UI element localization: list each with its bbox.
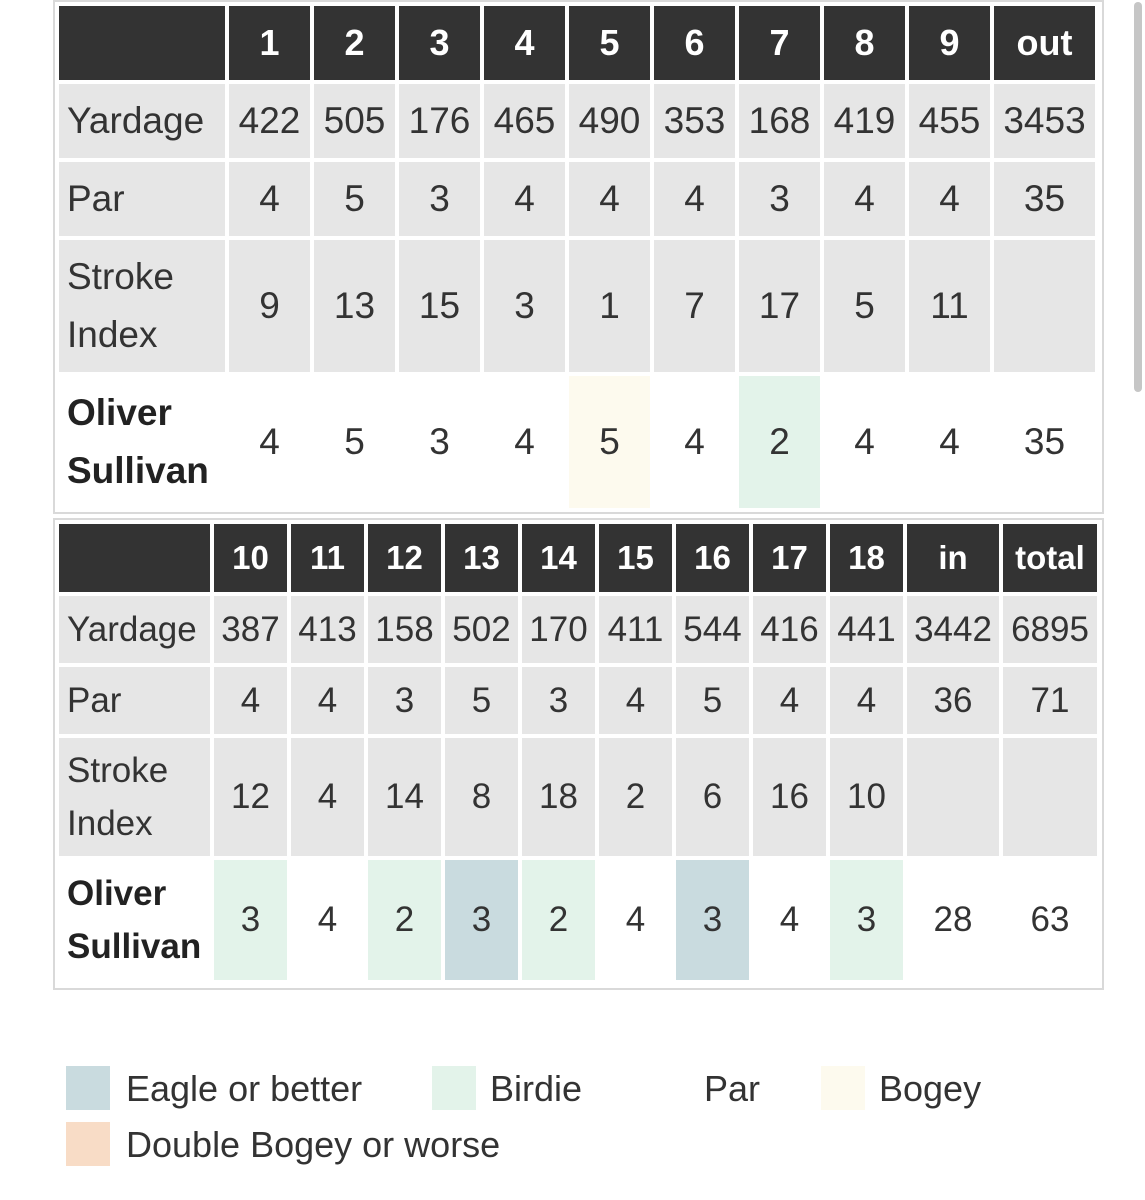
hole-5-header: 5 [569, 6, 650, 80]
par-cell: 4 [830, 667, 903, 734]
hole-18-header: 18 [830, 524, 903, 592]
par-in-cell: 36 [907, 667, 999, 734]
yardage-cell: 170 [522, 596, 595, 663]
score-cell: 4 [484, 376, 565, 508]
score-cell: 3 [214, 860, 287, 980]
par-cell: 5 [445, 667, 518, 734]
yardage-cell: 353 [654, 84, 735, 158]
stroke-index-cell: 3 [484, 240, 565, 372]
player-name: Oliver Sullivan [59, 860, 210, 980]
yardage-cell: 416 [753, 596, 826, 663]
hole-16-header: 16 [676, 524, 749, 592]
yardage-total-cell: 3453 [994, 84, 1095, 158]
stroke-index-cell: 13 [314, 240, 395, 372]
stroke-index-cell: 11 [909, 240, 990, 372]
yardage-cell: 441 [830, 596, 903, 663]
score-cell: 4 [824, 376, 905, 508]
score-cell: 2 [368, 860, 441, 980]
score-cell: 4 [291, 860, 364, 980]
back-yardage-row [59, 596, 1097, 663]
row-label: Yardage [59, 84, 225, 158]
in-header: in [907, 524, 999, 592]
hole-7-header: 7 [739, 6, 820, 80]
legend-swatch [649, 1066, 693, 1110]
yardage-cell: 505 [314, 84, 395, 158]
legend-swatch [66, 1066, 110, 1110]
par-cell: 5 [676, 667, 749, 734]
player-name: Oliver Sullivan [59, 376, 225, 508]
back-header-row [59, 524, 1097, 592]
legend-label: Bogey [879, 1068, 982, 1109]
par-cell: 4 [909, 162, 990, 236]
legend-swatch [821, 1066, 865, 1110]
par-total-cell: 35 [994, 162, 1095, 236]
stroke-index-cell: 14 [368, 738, 441, 856]
hole-6-header: 6 [654, 6, 735, 80]
hole-17-header: 17 [753, 524, 826, 592]
stroke-index-cell: 12 [214, 738, 287, 856]
front-nine-scorecard [53, 0, 1104, 514]
row-label: Stroke Index [59, 240, 225, 372]
score-legend [66, 1060, 1066, 1170]
front-par-row [59, 162, 1095, 236]
par-cell: 4 [654, 162, 735, 236]
total-score-cell: 63 [1003, 860, 1097, 980]
hole-8-header: 8 [824, 6, 905, 80]
back-nine-table [55, 520, 1101, 984]
stroke-index-cell: 4 [291, 738, 364, 856]
score-cell: 4 [753, 860, 826, 980]
legend-label: Double Bogey or worse [126, 1124, 501, 1165]
yardage-cell: 158 [368, 596, 441, 663]
stroke-index-cell: 16 [753, 738, 826, 856]
par-cell: 4 [484, 162, 565, 236]
yardage-total-cell: 6895 [1003, 596, 1097, 663]
row-label: Par [59, 667, 210, 734]
score-cell: 5 [569, 376, 650, 508]
header-cell [59, 524, 210, 592]
stroke-index-cell: 5 [824, 240, 905, 372]
yardage-cell: 176 [399, 84, 480, 158]
stroke-index-cell: 6 [676, 738, 749, 856]
par-cell: 3 [368, 667, 441, 734]
score-cell: 3 [399, 376, 480, 508]
out-header: out [994, 6, 1095, 80]
stroke-index-cell: 8 [445, 738, 518, 856]
legend-swatch [66, 1122, 110, 1166]
row-label: Par [59, 162, 225, 236]
stroke-index-cell: 2 [599, 738, 672, 856]
hole-4-header: 4 [484, 6, 565, 80]
par-total-cell: 71 [1003, 667, 1097, 734]
back-stroke-index-row [59, 738, 1097, 856]
yardage-cell: 455 [909, 84, 990, 158]
par-cell: 4 [599, 667, 672, 734]
score-cell: 5 [314, 376, 395, 508]
legend-swatch [432, 1066, 476, 1110]
par-cell: 5 [314, 162, 395, 236]
par-cell: 4 [569, 162, 650, 236]
score-cell: 3 [830, 860, 903, 980]
hole-12-header: 12 [368, 524, 441, 592]
back-player-row [59, 860, 1097, 980]
par-cell: 4 [229, 162, 310, 236]
stroke-index-cell [1003, 738, 1097, 856]
legend-label: Eagle or better [126, 1068, 363, 1109]
hole-1-header: 1 [229, 6, 310, 80]
yardage-cell: 168 [739, 84, 820, 158]
legend-label: Birdie [490, 1068, 583, 1109]
out-score-cell: 35 [994, 376, 1095, 508]
yardage-cell: 502 [445, 596, 518, 663]
front-stroke-index-row [59, 240, 1095, 372]
stroke-index-cell: 9 [229, 240, 310, 372]
hole-14-header: 14 [522, 524, 595, 592]
score-cell: 3 [676, 860, 749, 980]
hole-15-header: 15 [599, 524, 672, 592]
score-cell: 4 [654, 376, 735, 508]
yardage-cell: 490 [569, 84, 650, 158]
back-nine-scorecard [53, 518, 1104, 990]
yardage-in-cell: 3442 [907, 596, 999, 663]
yardage-cell: 411 [599, 596, 672, 663]
stroke-index-cell: 18 [522, 738, 595, 856]
hole-13-header: 13 [445, 524, 518, 592]
legend-label: Par [704, 1068, 761, 1109]
yardage-cell: 419 [824, 84, 905, 158]
par-cell: 4 [214, 667, 287, 734]
par-cell: 4 [291, 667, 364, 734]
row-label: Stroke Index [59, 738, 210, 856]
hole-2-header: 2 [314, 6, 395, 80]
score-cell: 2 [739, 376, 820, 508]
stroke-index-cell [994, 240, 1095, 372]
stroke-index-cell [907, 738, 999, 856]
stroke-index-cell: 10 [830, 738, 903, 856]
header-cell [59, 6, 225, 80]
stroke-index-cell: 1 [569, 240, 650, 372]
front-nine-table [55, 2, 1099, 512]
par-cell: 4 [824, 162, 905, 236]
stroke-index-cell: 15 [399, 240, 480, 372]
yardage-cell: 422 [229, 84, 310, 158]
yardage-cell: 387 [214, 596, 287, 663]
back-par-row [59, 667, 1097, 734]
total-header: total [1003, 524, 1097, 592]
score-cell: 4 [599, 860, 672, 980]
par-cell: 3 [522, 667, 595, 734]
yardage-cell: 413 [291, 596, 364, 663]
in-score-cell: 28 [907, 860, 999, 980]
par-cell: 3 [739, 162, 820, 236]
yardage-cell: 465 [484, 84, 565, 158]
hole-10-header: 10 [214, 524, 287, 592]
hole-11-header: 11 [291, 524, 364, 592]
hole-3-header: 3 [399, 6, 480, 80]
score-cell: 4 [229, 376, 310, 508]
yardage-cell: 544 [676, 596, 749, 663]
front-yardage-row [59, 84, 1095, 158]
stroke-index-cell: 7 [654, 240, 735, 372]
score-cell: 4 [909, 376, 990, 508]
hole-9-header: 9 [909, 6, 990, 80]
par-cell: 4 [753, 667, 826, 734]
stroke-index-cell: 17 [739, 240, 820, 372]
front-player-row [59, 376, 1095, 508]
par-cell: 3 [399, 162, 480, 236]
score-cell: 3 [445, 860, 518, 980]
scrollbar[interactable] [1134, 2, 1142, 392]
score-cell: 2 [522, 860, 595, 980]
row-label: Yardage [59, 596, 210, 663]
front-header-row [59, 6, 1095, 80]
